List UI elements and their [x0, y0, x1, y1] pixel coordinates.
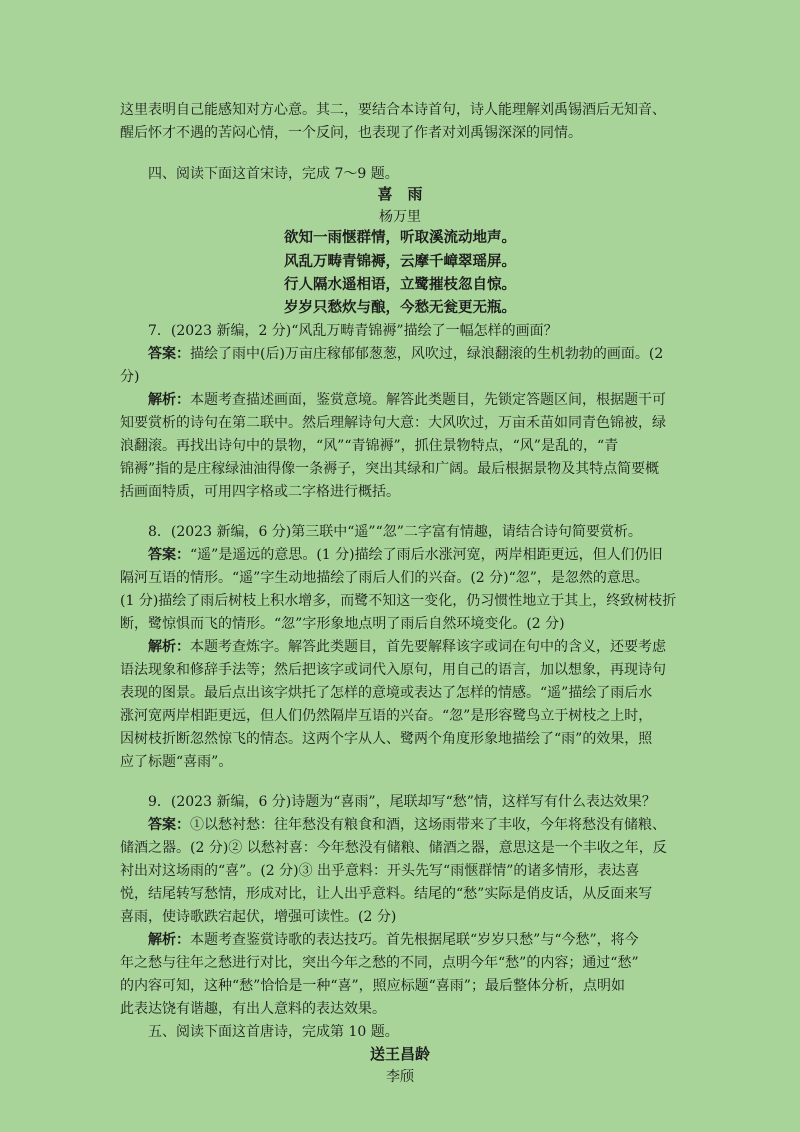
question-9: 9．(2023 新编，6 分)诗题为“喜雨”，尾联却写“愁”情，这样写有什么表达效果？: [148, 794, 656, 810]
poem-author: 杨万里: [379, 209, 421, 225]
answer-line: 悦，结尾转写愁情，形成对比，让人出乎意料。结尾的“愁”实际是俏皮话，从反面来写: [120, 886, 653, 902]
section-heading: 四、阅读下面这首宋诗，完成 7～9 题。: [148, 166, 399, 182]
answer-line: (1 分)描绘了雨后树枝上积水增多，而鹭不知这一变化，仍习惯性地立于其上，终致树枝折: [120, 593, 677, 609]
question-8: 8．(2023 新编，6 分)第三联中“遥”“忽”二字富有情趣，请结合诗句简要赏析。: [148, 524, 642, 540]
analysis-line: 括画面特质，可用四字格或二字格进行概括。: [120, 484, 400, 500]
analysis-line: 知要赏析的诗句在第二联中。然后理解诗句大意：大风吹过，万亩禾苗如同青色锦被，绿: [120, 415, 666, 431]
answer-line: 隔河互语的情形。“遥”字生动地描绘了雨后人们的兴奋。(2 分)“忽”，是忽然的意思。: [120, 570, 649, 586]
answer-line: 断，鹭惊惧而飞的情形。“忽”字形象地点明了雨后自然环境变化。(2 分): [120, 616, 565, 632]
analysis-line: 因树枝折断忽然惊飞的情态。这两个字从人、鹭两个角度形象地描绘了“雨”的效果，照: [120, 731, 653, 747]
answer-line: 分): [120, 369, 140, 385]
analysis-line: 表现的图景。最后点出该字烘托了怎样的意境或表达了怎样的情感。“遥”描绘了雨后水: [120, 685, 653, 701]
poem-line: 岁岁只愁炊与酿，今愁无瓮更无瓶。: [284, 300, 516, 316]
analysis-label: 解析：: [148, 932, 190, 948]
answer-9: 答案：①以愁衬愁：往年愁没有粮食和酒，这场雨带来了丰收，今年将愁没有储粮、: [148, 817, 666, 833]
poem-title: 喜 雨: [377, 185, 423, 203]
answer-line: 储酒之器。(2 分)② 以愁衬喜：今年愁没有储粮、储酒之器，意思这是一个丰收之年，反: [120, 840, 667, 856]
answer-line: 衬出对这场雨的“喜”。(2 分)③ 出乎意料：开头先写“雨惬群情”的诸多情形，表达喜: [120, 863, 640, 879]
analysis-8: 解析：本题考查炼字。解答此类题目，首先要解释该字或词在句中的含义，还要考虑: [148, 639, 666, 655]
answer-7: 答案：描绘了雨中(后)万亩庄稼郁郁葱葱，风吹过，绿浪翻滚的生机勃勃的画面。(2: [148, 346, 664, 362]
poem-line: 风乱万畴青锦褥，云摩千嶂翠瑶屏。: [284, 254, 516, 270]
poem-line: 欲知一雨惬群情，听取溪流动地声。: [284, 230, 516, 246]
analysis-line: 浪翻滚。再找出诗句中的景物，“风”“青锦褥”，抓住景物特点，“风”是乱的，“青: [120, 438, 619, 454]
analysis-line: 的内容可知，这种“愁”恰恰是一种“喜”，照应标题“喜雨”；最后整体分析，点明如: [120, 978, 625, 994]
section-heading: 五、阅读下面这首唐诗，完成第 10 题。: [148, 1024, 399, 1040]
analysis-label: 解析：: [148, 392, 190, 408]
analysis-label: 解析：: [148, 639, 190, 655]
poem-author: 李颀: [386, 1069, 414, 1085]
answer-label: 答案：: [148, 817, 190, 833]
analysis-line: 此表达饶有谐趣，有出人意料的表达效果。: [120, 1001, 386, 1017]
analysis-9: 解析：本题考查鉴赏诗歌的表达技巧。首先根据尾联“岁岁只愁”与“今愁”，将今: [148, 932, 639, 948]
answer-8: 答案：“遥”是遥远的意思。(1 分)描绘了雨后水涨河宽，两岸相距更远，但人们仍旧: [148, 547, 663, 563]
question-7: 7．(2023 新编，2 分)“风乱万畴青锦褥”描绘了一幅怎样的画面？: [148, 323, 558, 339]
poem-title: 送王昌龄: [369, 1045, 430, 1063]
analysis-line: 锦褥”指的是庄稼绿油油得像一条褥子，突出其绿和广阔。最后根据景物及其特点简要概: [120, 461, 660, 477]
analysis-line: 涨河宽两岸相距更远，但人们仍然隔岸互语的兴奋。“忽”是形容鹭鸟立于树枝之上时，: [120, 708, 653, 724]
paragraph-line: 这里表明自己能感知对方心意。其二，要结合本诗首句，诗人能理解刘禹锡酒后无知音、: [120, 102, 666, 118]
answer-line: 喜雨，使诗歌跌宕起伏，增强可读性。(2 分): [120, 909, 397, 925]
answer-label: 答案：: [148, 547, 190, 563]
analysis-line: 语法现象和修辞手法等；然后把该字或词代入原句，用自己的语言，加以想象，再现诗句: [120, 662, 666, 678]
poem-line: 行人隔水遥相语，立鹭摧枝忽自惊。: [284, 277, 516, 293]
paragraph-line: 醒后怀才不遇的苦闷心情，一个反问，也表现了作者对刘禹锡深深的同情。: [120, 125, 582, 141]
analysis-line: 应了标题“喜雨”。: [120, 754, 233, 770]
answer-label: 答案：: [148, 346, 190, 362]
analysis-line: 年之愁与往年之愁进行对比，突出今年之愁的不同，点明今年“愁”的内容；通过“愁”: [120, 955, 639, 971]
analysis-7: 解析：本题考查描述画面，鉴赏意境。解答此类题目，先锁定答题区间，根据题干可: [148, 392, 666, 408]
